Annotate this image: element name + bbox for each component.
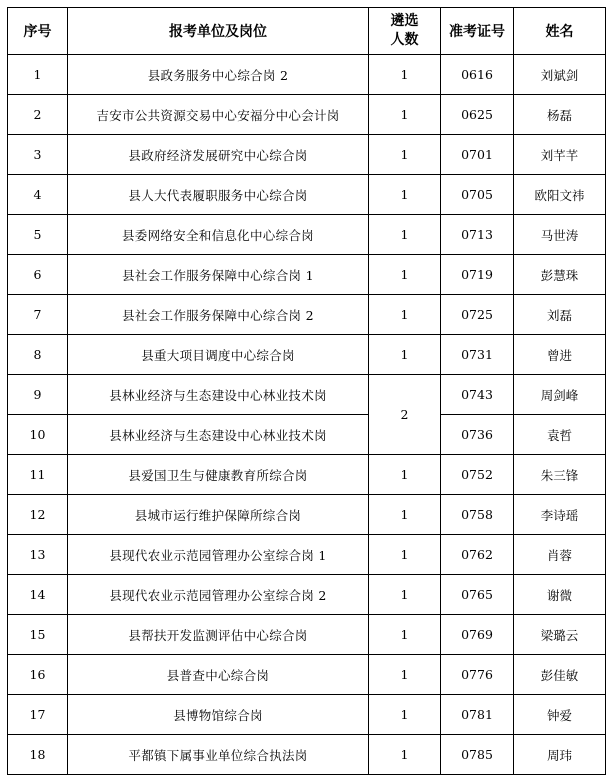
results-table	[7, 7, 606, 775]
cell-name: 欧阳文祎	[514, 175, 606, 215]
cell-name: 彭慧珠	[514, 255, 606, 295]
cell-exam-number: 0758	[441, 495, 514, 535]
cell-exam-number: 0731	[441, 335, 514, 375]
cell-count: 1	[369, 335, 441, 375]
cell-unit: 县林业经济与生态建设中心林业技术岗	[68, 415, 369, 455]
cell-name: 彭佳敏	[514, 655, 606, 695]
cell-exam-number: 0625	[441, 95, 514, 135]
cell-no: 13	[8, 535, 68, 575]
cell-exam-number: 0705	[441, 175, 514, 215]
cell-count: 1	[369, 55, 441, 95]
cell-count: 1	[369, 135, 441, 175]
cell-unit: 县爱国卫生与健康教育所综合岗	[68, 455, 369, 495]
header-no: 序号	[8, 8, 68, 55]
cell-exam-number: 0752	[441, 455, 514, 495]
header-name: 姓名	[514, 8, 606, 55]
cell-no: 14	[8, 575, 68, 615]
cell-unit: 县城市运行维护保障所综合岗	[68, 495, 369, 535]
cell-count: 1	[369, 735, 441, 775]
cell-unit: 县博物馆综合岗	[68, 695, 369, 735]
cell-name: 刘磊	[514, 295, 606, 335]
cell-exam-number: 0781	[441, 695, 514, 735]
header-count-line2: 人数	[390, 32, 419, 48]
cell-count: 1	[369, 615, 441, 655]
cell-name: 周剑峰	[514, 375, 606, 415]
cell-exam-number: 0785	[441, 735, 514, 775]
cell-exam-number: 0743	[441, 375, 514, 415]
cell-count: 1	[369, 535, 441, 575]
cell-no: 5	[8, 215, 68, 255]
table-row	[8, 175, 606, 215]
cell-unit: 县现代农业示范园管理办公室综合岗 2	[68, 575, 369, 615]
cell-unit: 县人大代表履职服务中心综合岗	[68, 175, 369, 215]
cell-exam-number: 0762	[441, 535, 514, 575]
cell-unit: 县社会工作服务保障中心综合岗 2	[68, 295, 369, 335]
cell-name: 梁璐云	[514, 615, 606, 655]
table-row	[8, 575, 606, 615]
table-row	[8, 655, 606, 695]
cell-no: 16	[8, 655, 68, 695]
cell-name: 朱三锋	[514, 455, 606, 495]
cell-name: 刘芊芊	[514, 135, 606, 175]
cell-count: 1	[369, 95, 441, 135]
cell-unit: 县委网络安全和信息化中心综合岗	[68, 215, 369, 255]
cell-exam-number: 0765	[441, 575, 514, 615]
cell-name: 杨磊	[514, 95, 606, 135]
cell-no: 4	[8, 175, 68, 215]
cell-name: 刘斌剑	[514, 55, 606, 95]
cell-unit: 县帮扶开发监测评估中心综合岗	[68, 615, 369, 655]
cell-name: 肖蓉	[514, 535, 606, 575]
table-row	[8, 95, 606, 135]
cell-count: 1	[369, 255, 441, 295]
cell-count: 1	[369, 175, 441, 215]
header-row	[8, 8, 606, 55]
table-row	[8, 535, 606, 575]
table-row	[8, 255, 606, 295]
cell-no: 3	[8, 135, 68, 175]
cell-unit: 县政务服务中心综合岗 2	[68, 55, 369, 95]
table-row	[8, 335, 606, 375]
cell-no: 8	[8, 335, 68, 375]
header-unit: 报考单位及岗位	[68, 8, 369, 55]
table-row	[8, 695, 606, 735]
cell-no: 2	[8, 95, 68, 135]
cell-unit: 县普查中心综合岗	[68, 655, 369, 695]
table-row	[8, 215, 606, 255]
cell-count: 1	[369, 495, 441, 535]
cell-name: 袁哲	[514, 415, 606, 455]
cell-no: 15	[8, 615, 68, 655]
cell-no: 18	[8, 735, 68, 775]
cell-no: 7	[8, 295, 68, 335]
cell-unit: 平都镇下属事业单位综合执法岗	[68, 735, 369, 775]
table-row	[8, 415, 606, 455]
cell-exam-number: 0701	[441, 135, 514, 175]
cell-no: 6	[8, 255, 68, 295]
cell-count: 1	[369, 695, 441, 735]
cell-exam-number: 0616	[441, 55, 514, 95]
table-row	[8, 55, 606, 95]
cell-unit: 县政府经济发展研究中心综合岗	[68, 135, 369, 175]
table-row	[8, 455, 606, 495]
cell-count: 1	[369, 575, 441, 615]
table-body	[8, 55, 606, 775]
cell-no: 10	[8, 415, 68, 455]
cell-count: 1	[369, 455, 441, 495]
cell-name: 马世涛	[514, 215, 606, 255]
cell-no: 9	[8, 375, 68, 415]
header-count	[369, 8, 441, 55]
cell-unit: 县重大项目调度中心综合岗	[68, 335, 369, 375]
cell-unit: 吉安市公共资源交易中心安福分中心会计岗	[68, 95, 369, 135]
cell-no: 12	[8, 495, 68, 535]
cell-exam-number: 0736	[441, 415, 514, 455]
cell-unit: 县现代农业示范园管理办公室综合岗 1	[68, 535, 369, 575]
cell-name: 钟爱	[514, 695, 606, 735]
header-exam-number: 准考证号	[441, 8, 514, 55]
cell-count: 2	[369, 375, 441, 455]
cell-exam-number: 0769	[441, 615, 514, 655]
table-row	[8, 295, 606, 335]
cell-exam-number: 0713	[441, 215, 514, 255]
cell-unit: 县林业经济与生态建设中心林业技术岗	[68, 375, 369, 415]
cell-no: 17	[8, 695, 68, 735]
header-count-line1: 遴选	[390, 13, 419, 29]
table-row	[8, 135, 606, 175]
cell-count: 1	[369, 295, 441, 335]
cell-name: 李诗瑶	[514, 495, 606, 535]
table-row	[8, 495, 606, 535]
cell-no: 1	[8, 55, 68, 95]
cell-name: 谢微	[514, 575, 606, 615]
cell-exam-number: 0776	[441, 655, 514, 695]
cell-unit: 县社会工作服务保障中心综合岗 1	[68, 255, 369, 295]
cell-name: 曾进	[514, 335, 606, 375]
table-row	[8, 615, 606, 655]
cell-name: 周玮	[514, 735, 606, 775]
cell-no: 11	[8, 455, 68, 495]
cell-exam-number: 0719	[441, 255, 514, 295]
table-row	[8, 375, 606, 415]
cell-count: 1	[369, 655, 441, 695]
cell-count: 1	[369, 215, 441, 255]
table-row	[8, 735, 606, 775]
cell-exam-number: 0725	[441, 295, 514, 335]
